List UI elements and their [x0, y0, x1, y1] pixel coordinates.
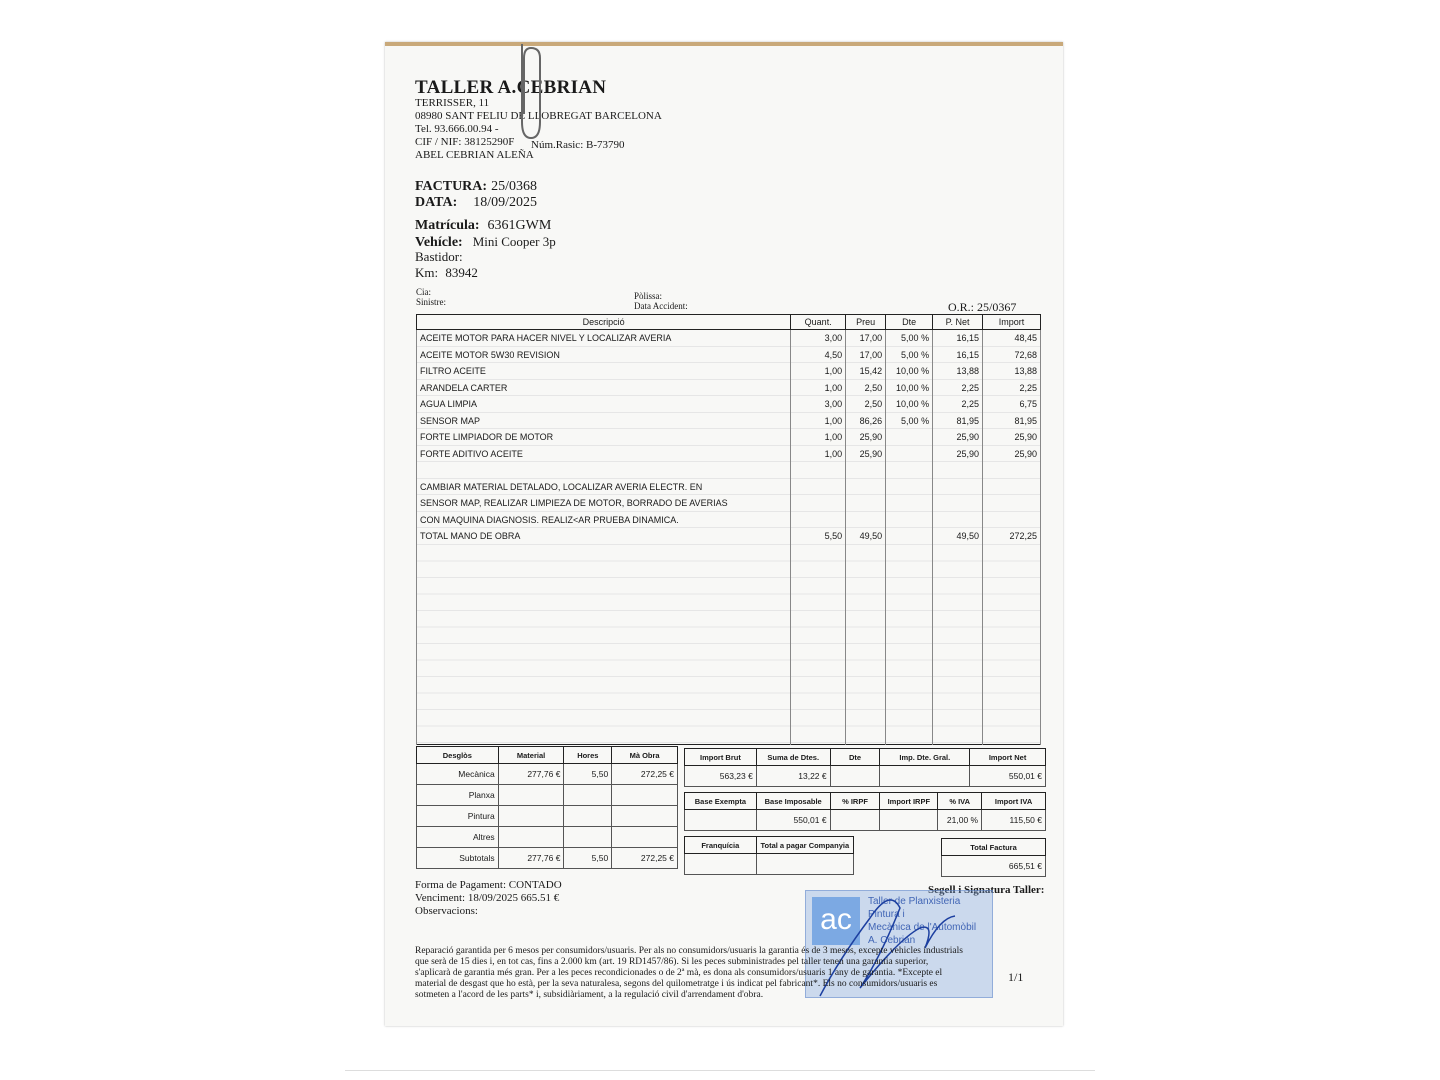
item-discount — [886, 528, 933, 545]
item-description: FORTE ADITIVO ACEITE — [417, 446, 791, 463]
paperclip-icon — [512, 44, 546, 144]
item-net-price — [933, 462, 983, 479]
base-exempta-header: Base Exempta — [685, 793, 757, 810]
breakdown-body — [417, 764, 678, 869]
item-description: ACEITE MOTOR PARA HACER NIVEL Y LOCALIZAR AVERIA — [417, 330, 791, 347]
breakdown-material — [498, 827, 564, 848]
breakdown-col-hores: Hores — [564, 747, 612, 764]
data-label: DATA: — [415, 195, 458, 210]
total-companyia-value — [756, 854, 853, 875]
filler-cell — [933, 545, 983, 745]
breakdown-col-material: Material — [498, 747, 564, 764]
breakdown-labour — [612, 806, 678, 827]
item-price: 17,00 — [846, 347, 886, 364]
imp-dte-gral-value — [880, 766, 970, 787]
item-import: 2,25 — [983, 380, 1041, 397]
item-discount: 10,00 % — [886, 380, 933, 397]
company-cif: CIF / NIF: 38125290F — [415, 136, 515, 148]
item-price — [846, 495, 886, 512]
item-price: 2,50 — [846, 396, 886, 413]
col-dte: Dte — [886, 315, 933, 330]
warranty-line-3: s'aplicarà de garantia més gran. Per a les peces recondicionades o de 2ª mà, es dona als consumidors/usuaris 1 any de garantia. *Excepte el — [415, 968, 943, 978]
table-row — [417, 528, 1041, 545]
vehicle-label: Vehícle: — [415, 235, 463, 250]
breakdown-col-desglos: Desglòs — [417, 747, 499, 764]
franquicia-table — [684, 836, 854, 875]
item-import: 81,95 — [983, 413, 1041, 430]
item-import: 6,75 — [983, 396, 1041, 413]
breakdown-header-row — [417, 747, 678, 764]
totals-mid-header — [685, 793, 1046, 810]
breakdown-hours: 5,50 — [564, 764, 612, 785]
table-row — [417, 380, 1041, 397]
table-row — [417, 413, 1041, 430]
table-row — [417, 330, 1041, 347]
item-import: 272,25 — [983, 528, 1041, 545]
item-import — [983, 495, 1041, 512]
item-discount — [886, 512, 933, 529]
items-header-row — [417, 315, 1041, 330]
item-quantity: 1,00 — [791, 446, 846, 463]
km-label: Km: — [415, 265, 439, 280]
breakdown-hours: 5,50 — [564, 848, 612, 869]
item-description: SENSOR MAP, REALIZAR LIMPIEZA DE MOTOR, BORRADO DE AVERIAS — [417, 495, 791, 512]
base-imposable-value: 550,01 € — [756, 810, 830, 831]
item-net-price — [933, 512, 983, 529]
table-row — [417, 396, 1041, 413]
filler-cell — [417, 545, 791, 745]
km-line — [415, 265, 478, 281]
scan-edge-line — [345, 1070, 1095, 1071]
item-price — [846, 462, 886, 479]
base-exempta-value — [685, 810, 757, 831]
items-table — [416, 314, 1041, 745]
totals-mid-values — [685, 810, 1046, 831]
breakdown-row — [417, 848, 678, 869]
total-factura-header — [942, 839, 1046, 856]
franquicia-value — [685, 854, 757, 875]
breakdown-row — [417, 785, 678, 806]
company-name: TALLER A.CEBRIAN — [415, 77, 607, 98]
page-number: 1/1 — [1008, 970, 1024, 984]
totals-top-values — [685, 766, 1046, 787]
matricula-line — [415, 216, 551, 234]
factura-label: FACTURA: — [415, 179, 488, 194]
item-price: 15,42 — [846, 363, 886, 380]
filler-cell — [886, 545, 933, 745]
breakdown-labour: 272,25 € — [612, 848, 678, 869]
factura-value: 25/0368 — [491, 179, 537, 194]
breakdown-hours — [564, 785, 612, 806]
item-discount — [886, 429, 933, 446]
bastidor-label: Bastidor: — [415, 249, 463, 264]
irpf-percent-header: % IRPF — [830, 793, 880, 810]
items-body — [417, 330, 1041, 745]
breakdown-row — [417, 827, 678, 848]
filler-cell — [983, 545, 1041, 745]
item-import: 48,45 — [983, 330, 1041, 347]
item-net-price: 13,88 — [933, 363, 983, 380]
item-import — [983, 479, 1041, 496]
breakdown-hours — [564, 827, 612, 848]
franquicia-header — [685, 837, 854, 854]
company-rasic: Núm.Rasic: B-73790 — [531, 139, 625, 151]
warranty-line-5: sotmeten a l'acord de les parts* i, subsidiàriament, a la regulació civil d'arrendament d'obra. — [415, 990, 764, 1000]
base-imposable-header: Base Imposable — [756, 793, 830, 810]
item-description: FORTE LIMPIADOR DE MOTOR — [417, 429, 791, 446]
stamp-line-3: Mecànica de l'Automòbil — [868, 922, 977, 933]
imp-dte-gral-header: Imp. Dte. Gral. — [880, 749, 970, 766]
company-city: 08980 SANT FELIU DE LLOBREGAT BARCELONA — [415, 110, 662, 122]
dte-header: Dte — [830, 749, 880, 766]
item-price: 2,50 — [846, 380, 886, 397]
item-price: 86,26 — [846, 413, 886, 430]
total-companyia-header: Total a pagar Companyia — [756, 837, 853, 854]
item-quantity: 1,00 — [791, 429, 846, 446]
breakdown-labour — [612, 785, 678, 806]
data-value: 18/09/2025 — [473, 195, 538, 210]
table-row — [417, 495, 1041, 512]
company-phone: Tel. 93.666.00.94 - — [415, 123, 499, 135]
warranty-line-1: Reparació garantida per 6 mesos per consumidors/usuaris. Per als no consumidors/usuaris la garantia és de 3 mesos, excepte vehicles industrials — [415, 946, 963, 956]
warranty-line-2: que serà de 15 dies i, en tot cas, fins a 2.000 km (art. 19 RD1457/86). Si les peces subministrades pel taller tenen una garantia superior, — [415, 957, 929, 967]
item-quantity — [791, 462, 846, 479]
breakdown-labour: 272,25 € — [612, 764, 678, 785]
item-quantity: 1,00 — [791, 413, 846, 430]
item-quantity: 1,00 — [791, 363, 846, 380]
breakdown-category: Subtotals — [417, 848, 499, 869]
item-description: ARANDELA CARTER — [417, 380, 791, 397]
item-discount: 5,00 % — [886, 413, 933, 430]
item-price: 49,50 — [846, 528, 886, 545]
import-net-header: Import Net — [970, 749, 1046, 766]
import-irpf-header: Import IRPF — [880, 793, 938, 810]
col-pnet: P. Net — [933, 315, 983, 330]
item-price: 17,00 — [846, 330, 886, 347]
stamp-line-2: Pintura i — [868, 909, 905, 920]
table-row — [417, 363, 1041, 380]
sinistre-label: Sinistre: — [416, 297, 447, 307]
item-discount — [886, 479, 933, 496]
item-quantity: 1,00 — [791, 380, 846, 397]
stamp-line-1: Taller de Planxisteria — [868, 896, 961, 907]
item-import — [983, 512, 1041, 529]
filler-cell — [791, 545, 846, 745]
filler-cell — [846, 545, 886, 745]
item-net-price — [933, 495, 983, 512]
item-discount — [886, 446, 933, 463]
totals-top-header — [685, 749, 1046, 766]
total-factura-label: Total Factura — [942, 839, 1046, 856]
col-descripcio: Descripció — [417, 315, 791, 330]
item-net-price: 2,25 — [933, 396, 983, 413]
warranty-text — [415, 946, 963, 1001]
km-value: 83942 — [445, 265, 478, 280]
breakdown-table — [416, 746, 678, 869]
warranty-line-4: material de desgast que ho està, per la seva naturalesa, segons del quilometratge i ús indicat pel fabricant*. Els no consumidors/usuaris es — [415, 979, 938, 989]
import-iva-value: 115,50 € — [982, 810, 1046, 831]
vehicle-value: Mini Cooper 3p — [472, 234, 556, 249]
item-discount — [886, 495, 933, 512]
item-description: FILTRO ACEITE — [417, 363, 791, 380]
table-row — [417, 462, 1041, 479]
item-description: SENSOR MAP — [417, 413, 791, 430]
company-address: TERRISSER, 11 — [415, 97, 490, 109]
observations-label: Observacions: — [415, 905, 478, 917]
item-description: AGUA LIMPIA — [417, 396, 791, 413]
iva-percent-header: % IVA — [938, 793, 982, 810]
total-factura-row — [942, 856, 1046, 877]
item-discount — [886, 462, 933, 479]
item-import: 25,90 — [983, 429, 1041, 446]
item-description: CAMBIAR MATERIAL DETALADO, LOCALIZAR AVERIA ELECTR. EN — [417, 479, 791, 496]
table-row — [417, 446, 1041, 463]
item-description: ACEITE MOTOR 5W30 REVISION — [417, 347, 791, 364]
item-quantity: 3,00 — [791, 330, 846, 347]
franquicia-header-cell: Franquícia — [685, 837, 757, 854]
breakdown-col-ma-obra: Mà Obra — [612, 747, 678, 764]
item-import: 25,90 — [983, 446, 1041, 463]
item-net-price: 25,90 — [933, 429, 983, 446]
col-preu: Preu — [846, 315, 886, 330]
item-quantity — [791, 479, 846, 496]
totals-mid-table — [684, 792, 1046, 831]
breakdown-row — [417, 806, 678, 827]
matricula-label: Matrícula: — [415, 218, 480, 233]
item-price: 25,90 — [846, 429, 886, 446]
payment-due: Venciment: 18/09/2025 665.51 € — [415, 892, 560, 904]
import-iva-header: Import IVA — [982, 793, 1046, 810]
breakdown-material — [498, 806, 564, 827]
col-quant: Quant. — [791, 315, 846, 330]
stamp-logo: ac — [812, 897, 860, 945]
iva-percent-value: 21,00 % — [938, 810, 982, 831]
breakdown-labour — [612, 827, 678, 848]
item-description — [417, 462, 791, 479]
stamp-line-4: A. Cebrian — [868, 935, 916, 946]
totals-top-table — [684, 748, 1046, 787]
item-net-price: 49,50 — [933, 528, 983, 545]
irpf-percent-value — [830, 810, 880, 831]
breakdown-hours — [564, 806, 612, 827]
table-row — [417, 347, 1041, 364]
import-irpf-value — [880, 810, 938, 831]
import-net-value: 550,01 € — [970, 766, 1046, 787]
item-import: 13,88 — [983, 363, 1041, 380]
total-factura-table — [941, 838, 1046, 877]
item-import — [983, 462, 1041, 479]
item-price — [846, 479, 886, 496]
breakdown-material: 277,76 € — [498, 848, 564, 869]
cia-label: Cia: — [416, 287, 431, 297]
table-row — [417, 479, 1041, 496]
col-import: Import — [983, 315, 1041, 330]
item-discount: 5,00 % — [886, 330, 933, 347]
polissa-label: Pòlissa: — [634, 291, 663, 301]
item-quantity: 5,50 — [791, 528, 846, 545]
item-net-price: 16,15 — [933, 347, 983, 364]
matricula-value: 6361GWM — [487, 218, 552, 233]
item-price — [846, 512, 886, 529]
table-row — [417, 429, 1041, 446]
breakdown-material: 277,76 € — [498, 764, 564, 785]
import-brut-value: 563,23 € — [685, 766, 757, 787]
payment-method: Forma de Pagament: CONTADO — [415, 879, 562, 891]
item-description: CON MAQUINA DIAGNOSIS. REALIZ<AR PRUEBA DINAMICA. — [417, 512, 791, 529]
import-brut-header: Import Brut — [685, 749, 757, 766]
company-owner: ABEL CEBRIAN ALEÑA — [415, 149, 534, 161]
signature-label: Segell i Signatura Taller: — [928, 884, 1045, 896]
breakdown-category: Pintura — [417, 806, 499, 827]
suma-dtes-header: Suma de Dtes. — [756, 749, 830, 766]
total-factura-value: 665,51 € — [942, 856, 1046, 877]
table-row — [417, 512, 1041, 529]
item-description: TOTAL MANO DE OBRA — [417, 528, 791, 545]
item-import: 72,68 — [983, 347, 1041, 364]
accident-label: Data Accident: — [634, 301, 688, 311]
dte-value — [830, 766, 880, 787]
breakdown-category: Mecànica — [417, 764, 499, 785]
breakdown-category: Planxa — [417, 785, 499, 806]
items-filler-row — [417, 545, 1041, 745]
item-net-price: 2,25 — [933, 380, 983, 397]
breakdown-material — [498, 785, 564, 806]
data-line — [415, 193, 537, 211]
breakdown-category: Altres — [417, 827, 499, 848]
suma-dtes-value: 13,22 € — [756, 766, 830, 787]
or-number: O.R.: 25/0367 — [948, 300, 1017, 314]
item-net-price: 16,15 — [933, 330, 983, 347]
item-discount: 10,00 % — [886, 396, 933, 413]
item-price: 25,90 — [846, 446, 886, 463]
item-quantity — [791, 495, 846, 512]
item-net-price — [933, 479, 983, 496]
item-quantity: 4,50 — [791, 347, 846, 364]
item-net-price: 25,90 — [933, 446, 983, 463]
item-quantity: 3,00 — [791, 396, 846, 413]
franquicia-values — [685, 854, 854, 875]
item-discount: 5,00 % — [886, 347, 933, 364]
breakdown-row — [417, 764, 678, 785]
item-discount: 10,00 % — [886, 363, 933, 380]
item-quantity — [791, 512, 846, 529]
item-net-price: 81,95 — [933, 413, 983, 430]
